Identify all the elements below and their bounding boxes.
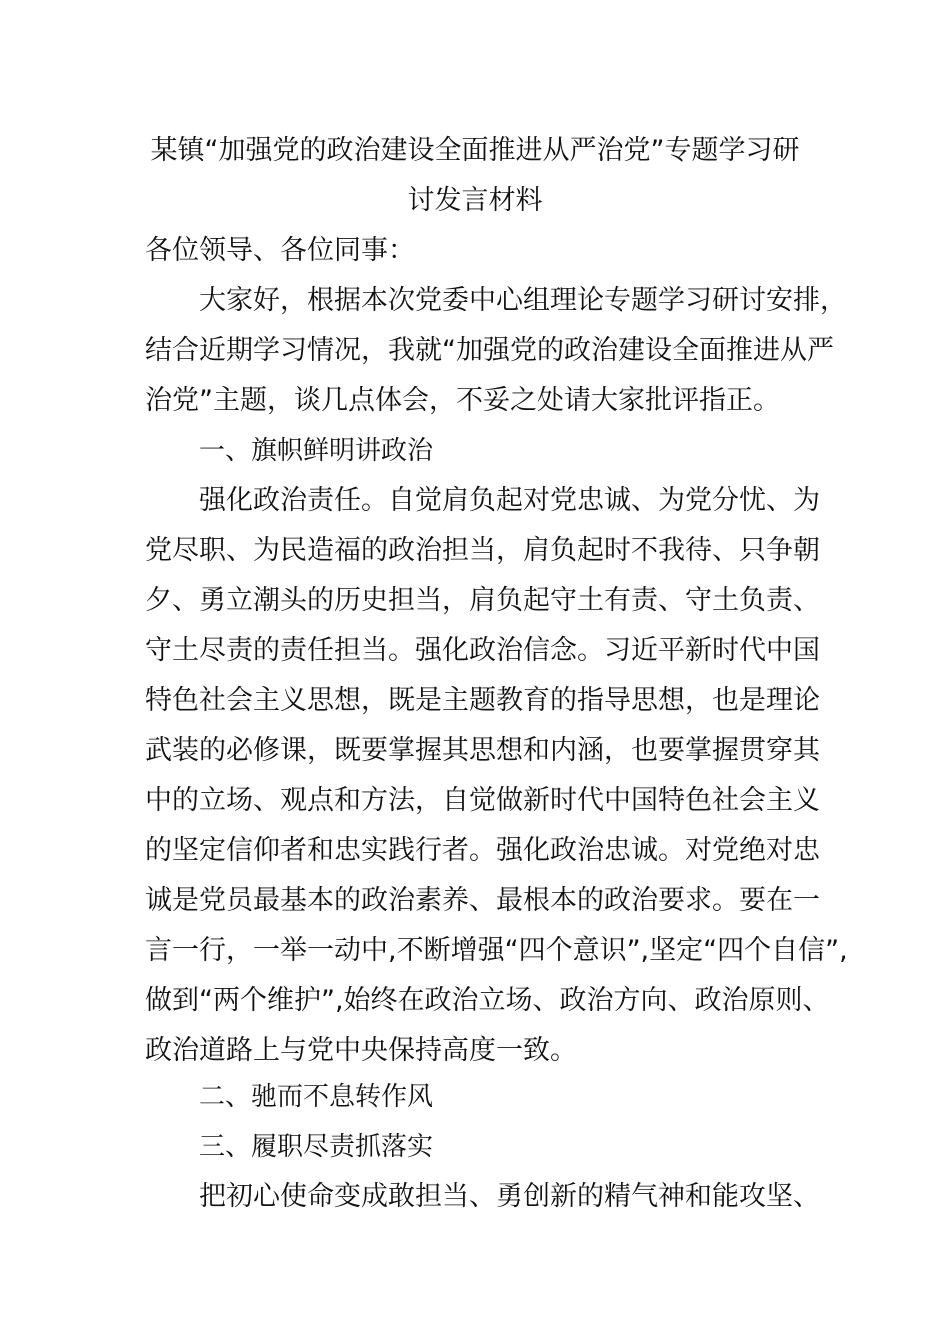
paragraph-line: 言一行，一举一动中,不断增强“四个意识”,坚定“四个自信”, (145, 935, 848, 966)
paragraph-line: 特色社会主义思想，既是主题教育的指导思想，也是理论 (145, 685, 820, 716)
paragraph-line: 把初心使命变成敢担当、勇创新的精气神和能攻坚、 (199, 1181, 820, 1212)
paragraph-intro (145, 276, 847, 426)
paragraph-line: 做到“两个维护”,始终在政治立场、政治方向、政治原则、 (145, 985, 830, 1016)
paragraph-line: 结合近期学习情况，我就“加强党的政治建设全面推进从严 (145, 335, 834, 366)
paragraph-line: 武装的必修课，既要掌握其思想和内涵，也要掌握贯穿其 (145, 735, 820, 766)
paragraph-line: 大家好，根据本次党委中心组理论专题学习研讨安排， (199, 285, 847, 316)
section-heading-3 (145, 1122, 815, 1172)
paragraph-line: 治党”主题，谈几点体会，不妥之处请大家批评指正。 (145, 385, 780, 416)
paragraph-line: 夕、勇立潮头的历史担当，肩负起守土有责、守土负责、 (145, 585, 820, 616)
section-heading-2 (145, 1072, 815, 1122)
paragraph-section-3 (145, 1172, 820, 1222)
paragraph-line: 中的立场、观点和方法，自觉做新时代中国特色社会主义 (145, 785, 820, 816)
greeting-text: 各位领导、各位同事： (145, 235, 415, 266)
section-heading-1 (145, 426, 815, 476)
paragraph-line: 守土尽责的责任担当。强化政治信念。习近平新时代中国 (145, 635, 820, 666)
paragraph-line: 政治道路上与党中央保持高度一致。 (145, 1035, 577, 1066)
document-title-line-2: 讨发言材料 (407, 185, 543, 216)
paragraph-line: 党尽职、为民造福的政治担当，肩负起时不我待、只争朝 (145, 535, 820, 566)
greeting (145, 226, 815, 276)
paragraph-line: 强化政治责任。自觉肩负起对党忠诚、为党分忧、为 (199, 485, 820, 516)
section-heading-text: 一、旗帜鲜明讲政治 (199, 436, 434, 466)
paragraph-line: 诚是党员最基本的政治素养、最根本的政治要求。要在一 (145, 885, 820, 916)
section-heading-text: 三、履职尽责抓落实 (199, 1132, 434, 1162)
section-heading-text: 二、驰而不息转作风 (199, 1082, 434, 1112)
paragraph-section-1 (145, 476, 848, 1076)
document-title-line-1: 某镇“加强党的政治建设全面推进从严治党”专题学习研 (150, 135, 800, 166)
paragraph-line: 的坚定信仰者和忠实践行者。强化政治忠诚。对党绝对忠 (145, 835, 820, 866)
